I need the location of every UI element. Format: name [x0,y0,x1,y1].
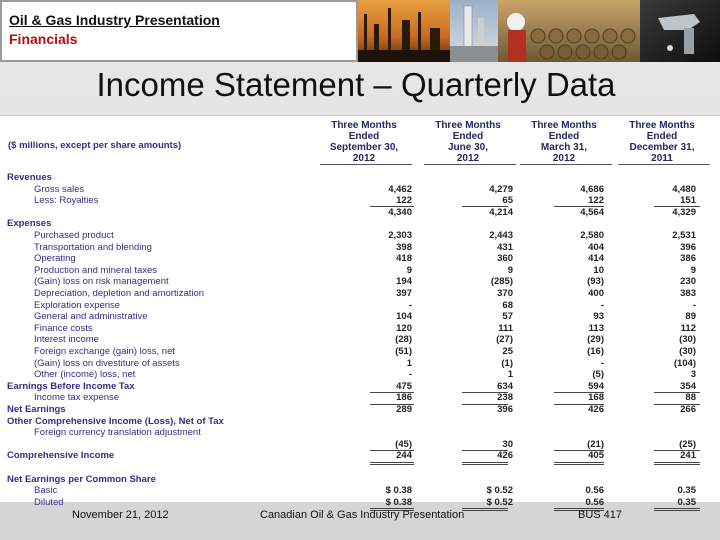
column-header-line: 2012 [552,153,576,164]
row-value: 168 [588,392,604,404]
header-underline [424,164,516,165]
row-label: Revenues [7,172,52,183]
row-label: Diluted [34,496,64,508]
row-label: (Gain) loss on risk management [34,276,169,288]
row-value: (45) [395,438,412,450]
row-label: Foreign currency translation adjustment [34,427,201,439]
row-value: $ 0.38 [385,496,412,508]
smokestack-photo [450,0,498,62]
row-value: 68 [502,299,513,311]
column-header-line: Ended [548,131,580,142]
row-value: 4,340 [388,206,412,218]
row-label: Net Earnings [7,404,66,415]
row-value: 30 [502,438,513,450]
table-row [0,195,720,207]
column-header-line: Three Months [531,120,597,131]
row-value: - [600,299,604,311]
slide-title: Income Statement – Quarterly Data [96,66,616,103]
row-value: - [408,369,412,381]
row-value: 396 [497,404,513,415]
table-row [0,265,720,277]
row-value: 0.35 [677,496,696,508]
table-row [0,381,720,393]
table-row [0,300,720,312]
table-row [0,474,720,486]
table-row [0,253,720,265]
row-value: 431 [497,241,513,253]
table-row [0,416,720,428]
row-value: 400 [588,288,604,299]
row-value: $ 0.52 [486,485,513,497]
column-header-line: 2012 [352,153,376,164]
row-value: 0.56 [585,485,604,497]
table-row [0,288,720,300]
column-header-jun-2012 [420,120,516,164]
row-value: 4,462 [388,183,412,195]
row-label: Income tax expense [34,392,120,404]
row-value: 4,564 [580,206,604,218]
total-rule [654,510,700,511]
table-row [0,450,720,462]
header-underline [520,164,612,165]
presentation-title: Oil & Gas Industry Presentation [9,12,220,28]
row-value: (21) [587,438,604,450]
row-value: 414 [588,253,604,265]
row-value: 151 [680,195,696,207]
row-value: 426 [588,404,604,415]
row-label: Other (income) loss, net [34,369,136,381]
row-label: Comprehensive Income [7,450,115,462]
units-label: ($ millions, except per share amounts) [8,140,182,151]
row-value: 4,329 [672,206,696,218]
column-header-line: Ended [452,131,484,142]
row-value: 396 [680,241,696,253]
table-row [0,218,720,230]
row-value: 93 [593,311,604,323]
row-value: 0.35 [677,485,696,497]
row-value: (16) [587,346,604,357]
row-value: 0.56 [585,496,604,508]
row-value: 111 [498,322,513,334]
table-row [0,404,720,416]
row-label: Gross sales [34,183,85,195]
column-header-line: 2012 [456,153,480,164]
income-statement-table [0,115,720,508]
row-label: Transportation and blending [34,241,152,253]
row-value: 398 [396,241,412,253]
column-header-line: June 30, [447,142,489,153]
column-header-sep-2012 [316,120,412,164]
footer-date: November 21, 2012 [72,509,169,521]
table-row [0,276,720,288]
row-value: 120 [396,322,412,334]
total-rule [462,510,508,511]
row-value: 266 [680,404,696,415]
column-header-line: March 31, [540,142,588,153]
header-underline [320,164,412,165]
column-header-line: December 31, [629,142,695,153]
table-row [0,439,720,451]
row-value: (25) [679,438,696,450]
table-row [0,358,720,370]
row-label: Interest income [34,334,99,346]
row-value: 370 [497,288,513,299]
row-value: (29) [587,334,604,346]
row-value: - [600,357,604,369]
header-underline [618,164,710,165]
row-label: Less: Royalties [34,195,99,207]
row-value: 9 [507,264,513,276]
column-header-line: Three Months [435,120,501,131]
row-label: Operating [34,253,76,265]
row-label: Depreciation, depletion and amortization [34,288,205,299]
row-value: (30) [679,334,696,346]
row-value: (104) [673,357,696,369]
row-value: 404 [588,241,604,253]
row-label: Net Earnings per Common Share [7,473,156,485]
total-rule [654,508,700,509]
table-row [0,230,720,242]
table-row [0,346,720,358]
row-value: 1 [507,369,513,381]
row-label: Expenses [7,218,52,230]
row-value: 3 [690,369,696,381]
row-label: Earnings Before Income Tax [7,380,135,392]
row-value: 360 [497,253,513,265]
row-value: 25 [502,346,513,357]
row-value: 4,686 [580,183,604,195]
table-row [0,242,720,254]
row-value: (27) [496,334,513,346]
table-row [0,334,720,346]
row-label: (Gain) loss on divestiture of assets [34,357,180,369]
table-row [0,184,720,196]
column-header-line: Ended [348,131,380,142]
row-value: $ 0.52 [486,496,513,508]
row-value: 238 [497,392,513,404]
row-value: 4,279 [489,183,513,195]
worker-pipes-photo [498,0,640,62]
row-value: 2,580 [580,230,604,241]
row-value: 122 [588,195,604,207]
table-row [0,369,720,381]
row-value: $ 0.38 [385,485,412,497]
row-value: 354 [680,380,696,392]
row-value: (1) [501,357,513,369]
column-header-dec-2011 [614,120,710,164]
row-label: Basic [34,485,58,497]
row-value: 426 [497,450,513,462]
row-value: 9 [406,264,412,276]
row-label: Production and mineral taxes [34,264,158,276]
row-value: 4,480 [672,183,696,195]
row-value: (28) [395,334,412,346]
row-label: Foreign exchange (gain) loss, net [34,346,175,357]
row-value: 383 [680,288,696,299]
table-row [0,497,720,509]
row-value: - [408,299,412,311]
row-label: Purchased product [34,230,114,241]
row-value: 10 [593,264,604,276]
row-value: 194 [396,276,412,288]
row-value: (51) [395,346,412,357]
table-row [0,485,720,497]
row-value: (5) [592,369,604,381]
row-label: Other Comprehensive Income (Loss), Net of Tax [7,415,224,427]
row-value: (285) [490,276,513,288]
row-value: 634 [497,380,513,392]
table-row [0,311,720,323]
row-value: 122 [396,195,412,207]
row-value: - [692,299,696,311]
table-row [0,172,720,184]
row-value: 1 [406,357,412,369]
row-value: 241 [680,450,696,462]
row-value: 88 [685,392,696,404]
footer-course-code: BUS 417 [578,509,623,521]
row-value: 230 [680,276,696,288]
row-value: 65 [502,195,513,207]
row-value: (30) [679,346,696,357]
row-value: 2,531 [672,230,696,241]
table-row [0,392,720,404]
row-value: 386 [680,253,696,265]
row-value: 4,214 [489,206,513,218]
row-value: 104 [396,311,412,323]
row-value: 2,303 [388,230,412,241]
column-header-line: 2011 [651,153,673,164]
table-row [0,207,720,219]
row-value: 594 [588,380,604,392]
row-value: 89 [685,311,696,323]
row-value: 112 [680,322,696,334]
row-value: 397 [396,288,412,299]
row-value: 289 [396,404,412,415]
fuel-nozzle-photo [640,0,720,62]
row-value: 9 [690,264,696,276]
section-subtitle: Financials [9,31,78,47]
row-value: 475 [396,380,412,392]
table-row [0,462,720,474]
table-row [0,323,720,335]
row-label: Finance costs [34,322,93,334]
header-box [0,0,358,62]
row-label: Exploration expense [34,299,121,311]
row-value: 405 [588,450,604,462]
oil-gas-photo-banner [358,0,720,62]
row-value: 418 [396,253,412,265]
row-label: General and administrative [34,311,148,323]
row-value: 186 [396,392,412,404]
refinery-photo [358,0,450,62]
column-header-line: Three Months [331,120,397,131]
row-value: 113 [588,322,604,334]
column-header-line: Three Months [629,120,695,131]
column-header-line: Ended [646,131,678,142]
column-header-mar-2012 [516,120,612,164]
row-value: 57 [502,311,513,323]
column-header-line: September 30, [329,142,399,153]
table-row [0,427,720,439]
row-value: 244 [396,450,412,462]
row-value: (93) [587,276,604,288]
row-value: 2,443 [489,230,513,241]
total-rule [462,508,508,509]
footer-presentation-title: Canadian Oil & Gas Industry Presentation [260,509,465,521]
